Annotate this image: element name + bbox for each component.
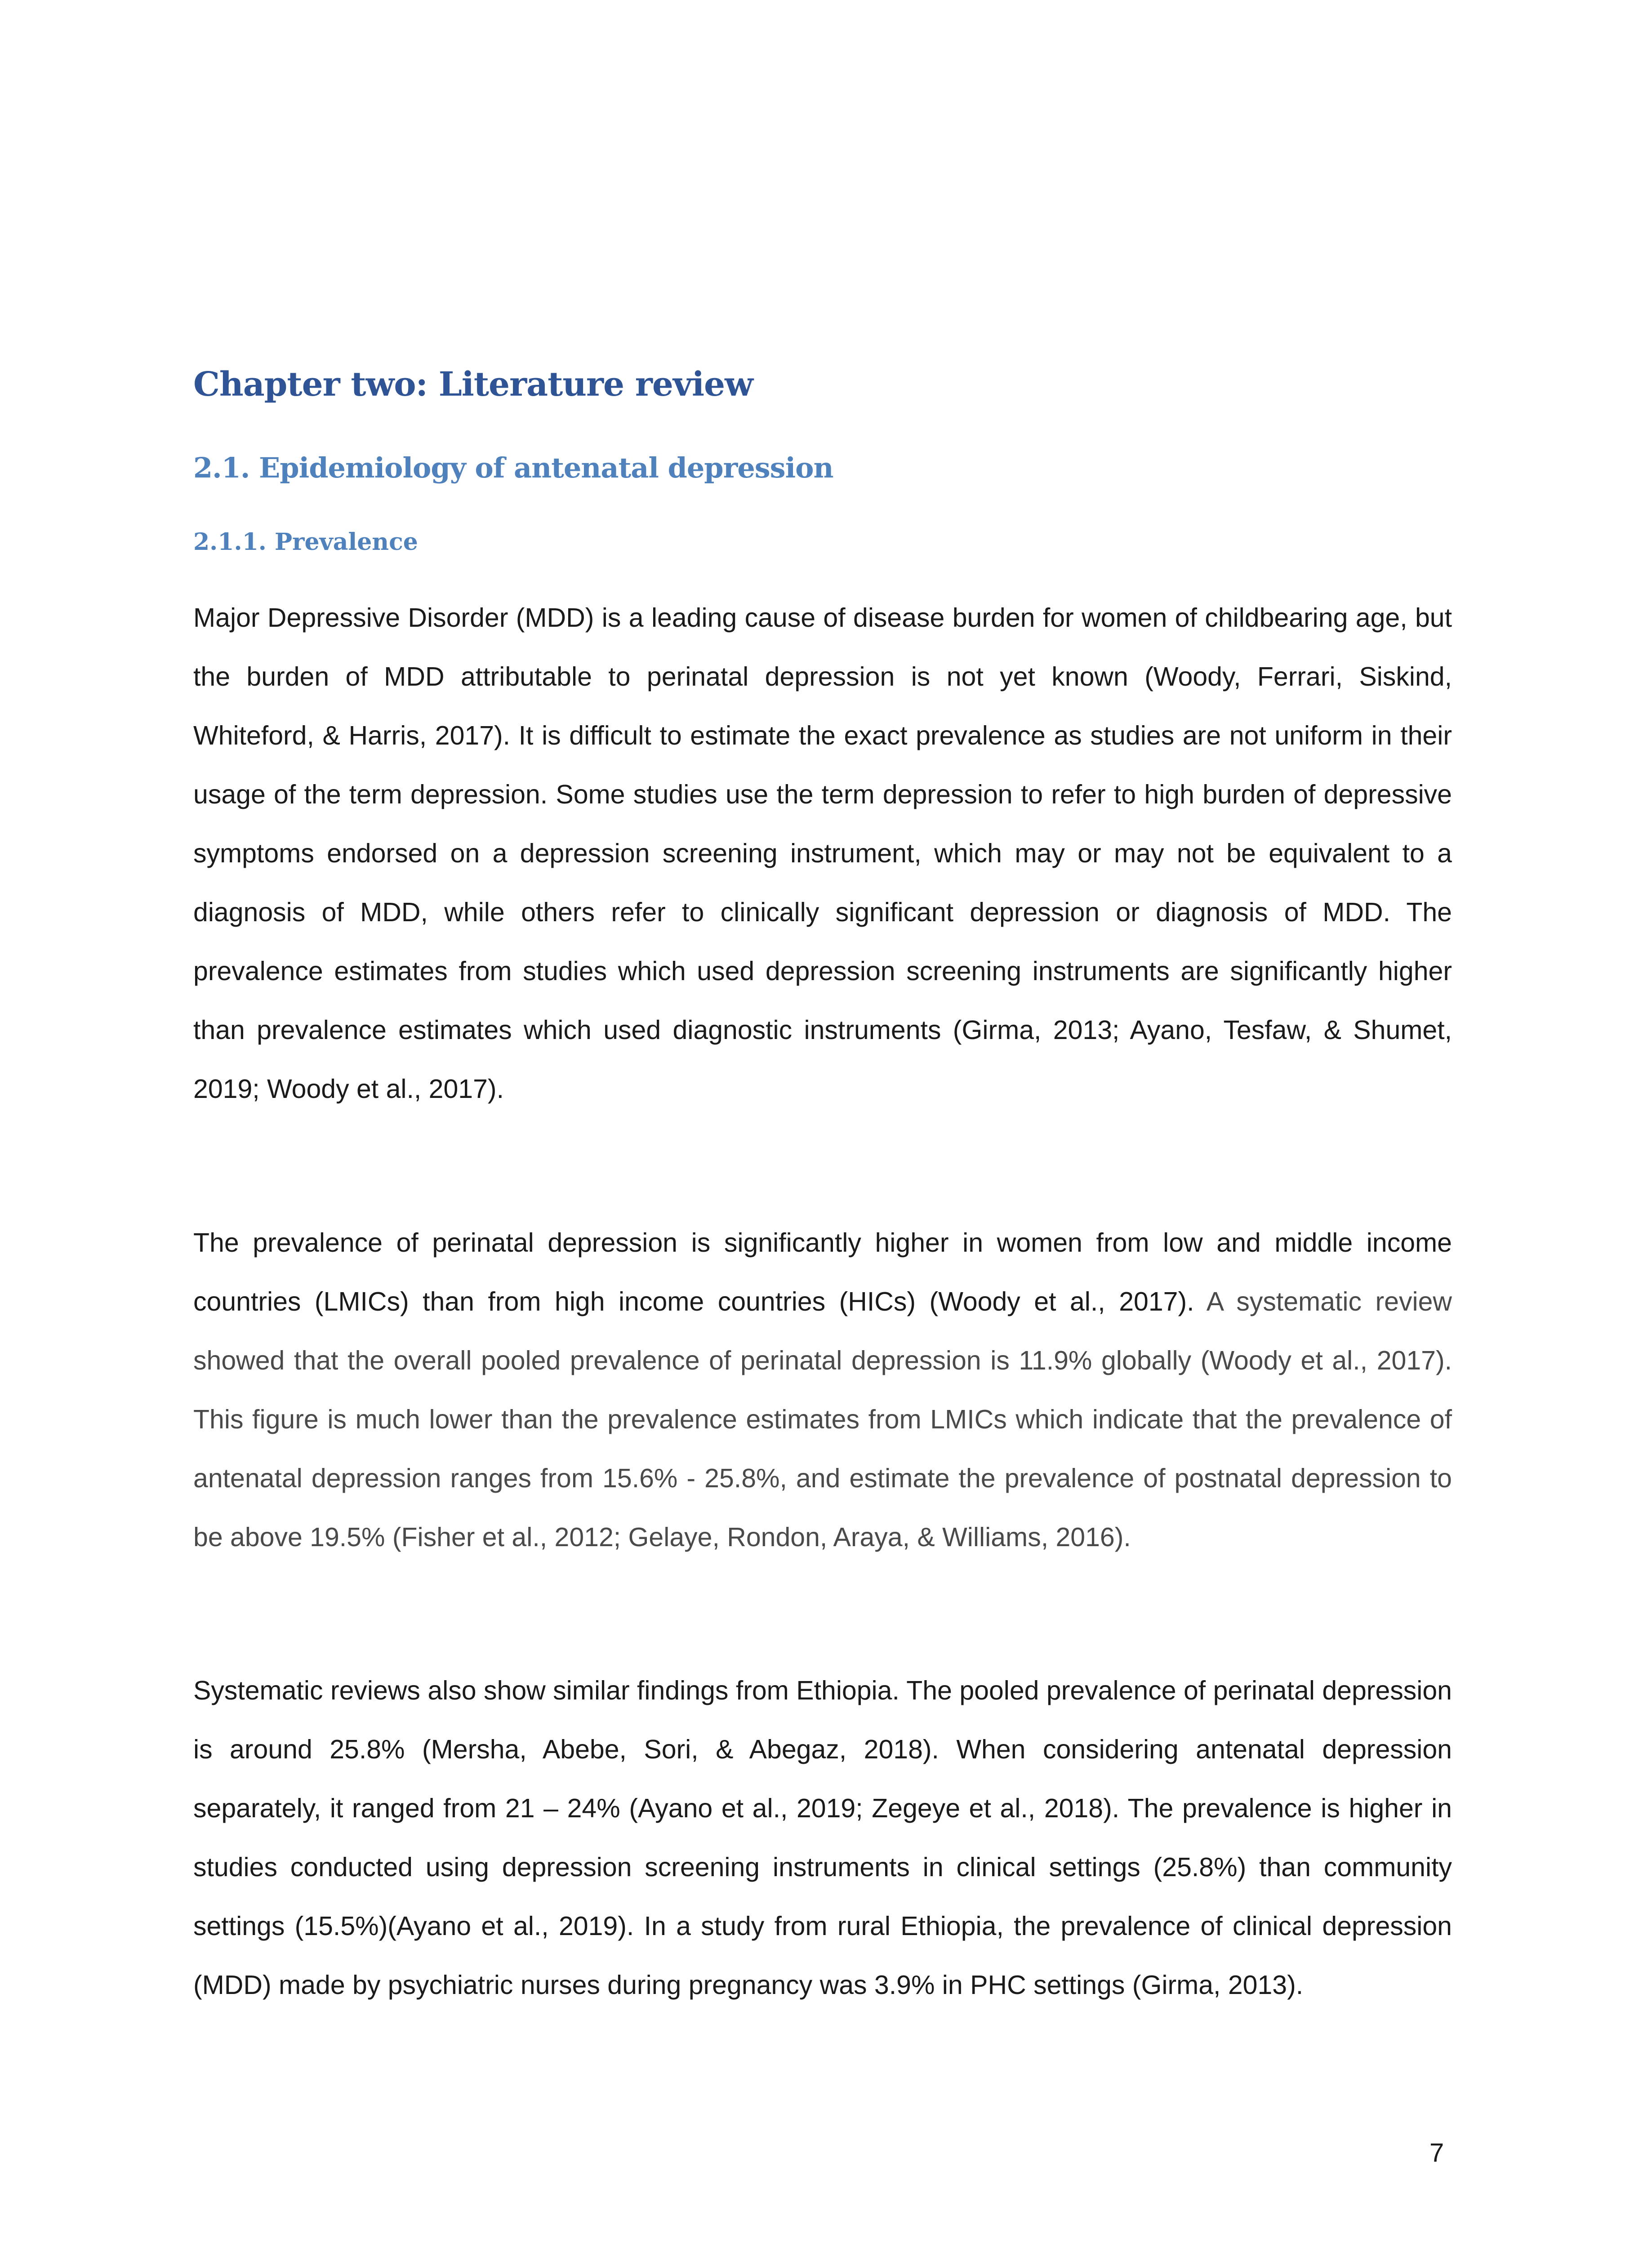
paragraph-mdd-prevalence: Major Depressive Disorder (MDD) is a leading cause of disease burden for women of childbearing age, but the burden of MDD attributable to perinatal depression is not yet known (Woody, Ferrari, Siskind, Whiteford, & Harris, 2017). It is difficult to estimate the exact prevalence as studies are not uniform in their usage of the term depression. Some studies use the term depression to refer to high burden of depressive symptoms endorsed on a depression screening instrument, which may or may not be equivalent to a diagnosis of MDD, while others refer to clinically significant depression or diagnosis of MDD. The prevalence estimates from studies which used depression screening instruments are significantly higher than prevalence estimates which used diagnostic instruments (Girma, 2013; Ayano, Tesfaw, & Shumet, 2019; Woody et al., 2017). (193, 603, 1452, 1104)
subsection-title: 2.1.1. Prevalence (193, 528, 418, 556)
chapter-title: Chapter two: Literature review (193, 365, 753, 404)
paragraph-lmic-text: The prevalence of perinatal depression is significantly higher in women from low and middle income countries (LMICs) than from high income countries (HICs) (Woody et al., 2017). (193, 1228, 1452, 1316)
paragraph-systematic-review-text: A systematic review showed that the overall pooled prevalence of perinatal depression is 11.9% globally (Woody et al., 2017). This figure is much lower than the prevalence estimates from LMICs which indicate that the prevalence of antenatal depression ranges from 15.6% - 25.8%, and estimate the prevalence of postnatal depression to be above 19.5% (Fisher et al., 2012; Gelaye, Rondon, Araya, & Williams, 2016). (193, 1287, 1452, 1552)
section-title: 2.1. Epidemiology of antenatal depression (193, 451, 833, 484)
page-number: 7 (1429, 2138, 1444, 2168)
paragraph-ethiopia-prevalence: Systematic reviews also show similar findings from Ethiopia. The pooled prevalence of perinatal depression is around 25.8% (Mersha, Abebe, Sori, & Abegaz, 2018). When considering antenatal depression separately, it ranged from 21 – 24% (Ayano et al., 2019; Zegeye et al., 2018). The prevalence is higher in studies conducted using depression screening instruments in clinical settings (25.8%) than community settings (15.5%)(Ayano et al., 2019). In a study from rural Ethiopia, the prevalence of clinical depression (MDD) made by psychiatric nurses during pregnancy was 3.9% in PHC settings (Girma, 2013). (193, 1676, 1452, 2000)
paragraph-lmic-prevalence (193, 1213, 1452, 1567)
